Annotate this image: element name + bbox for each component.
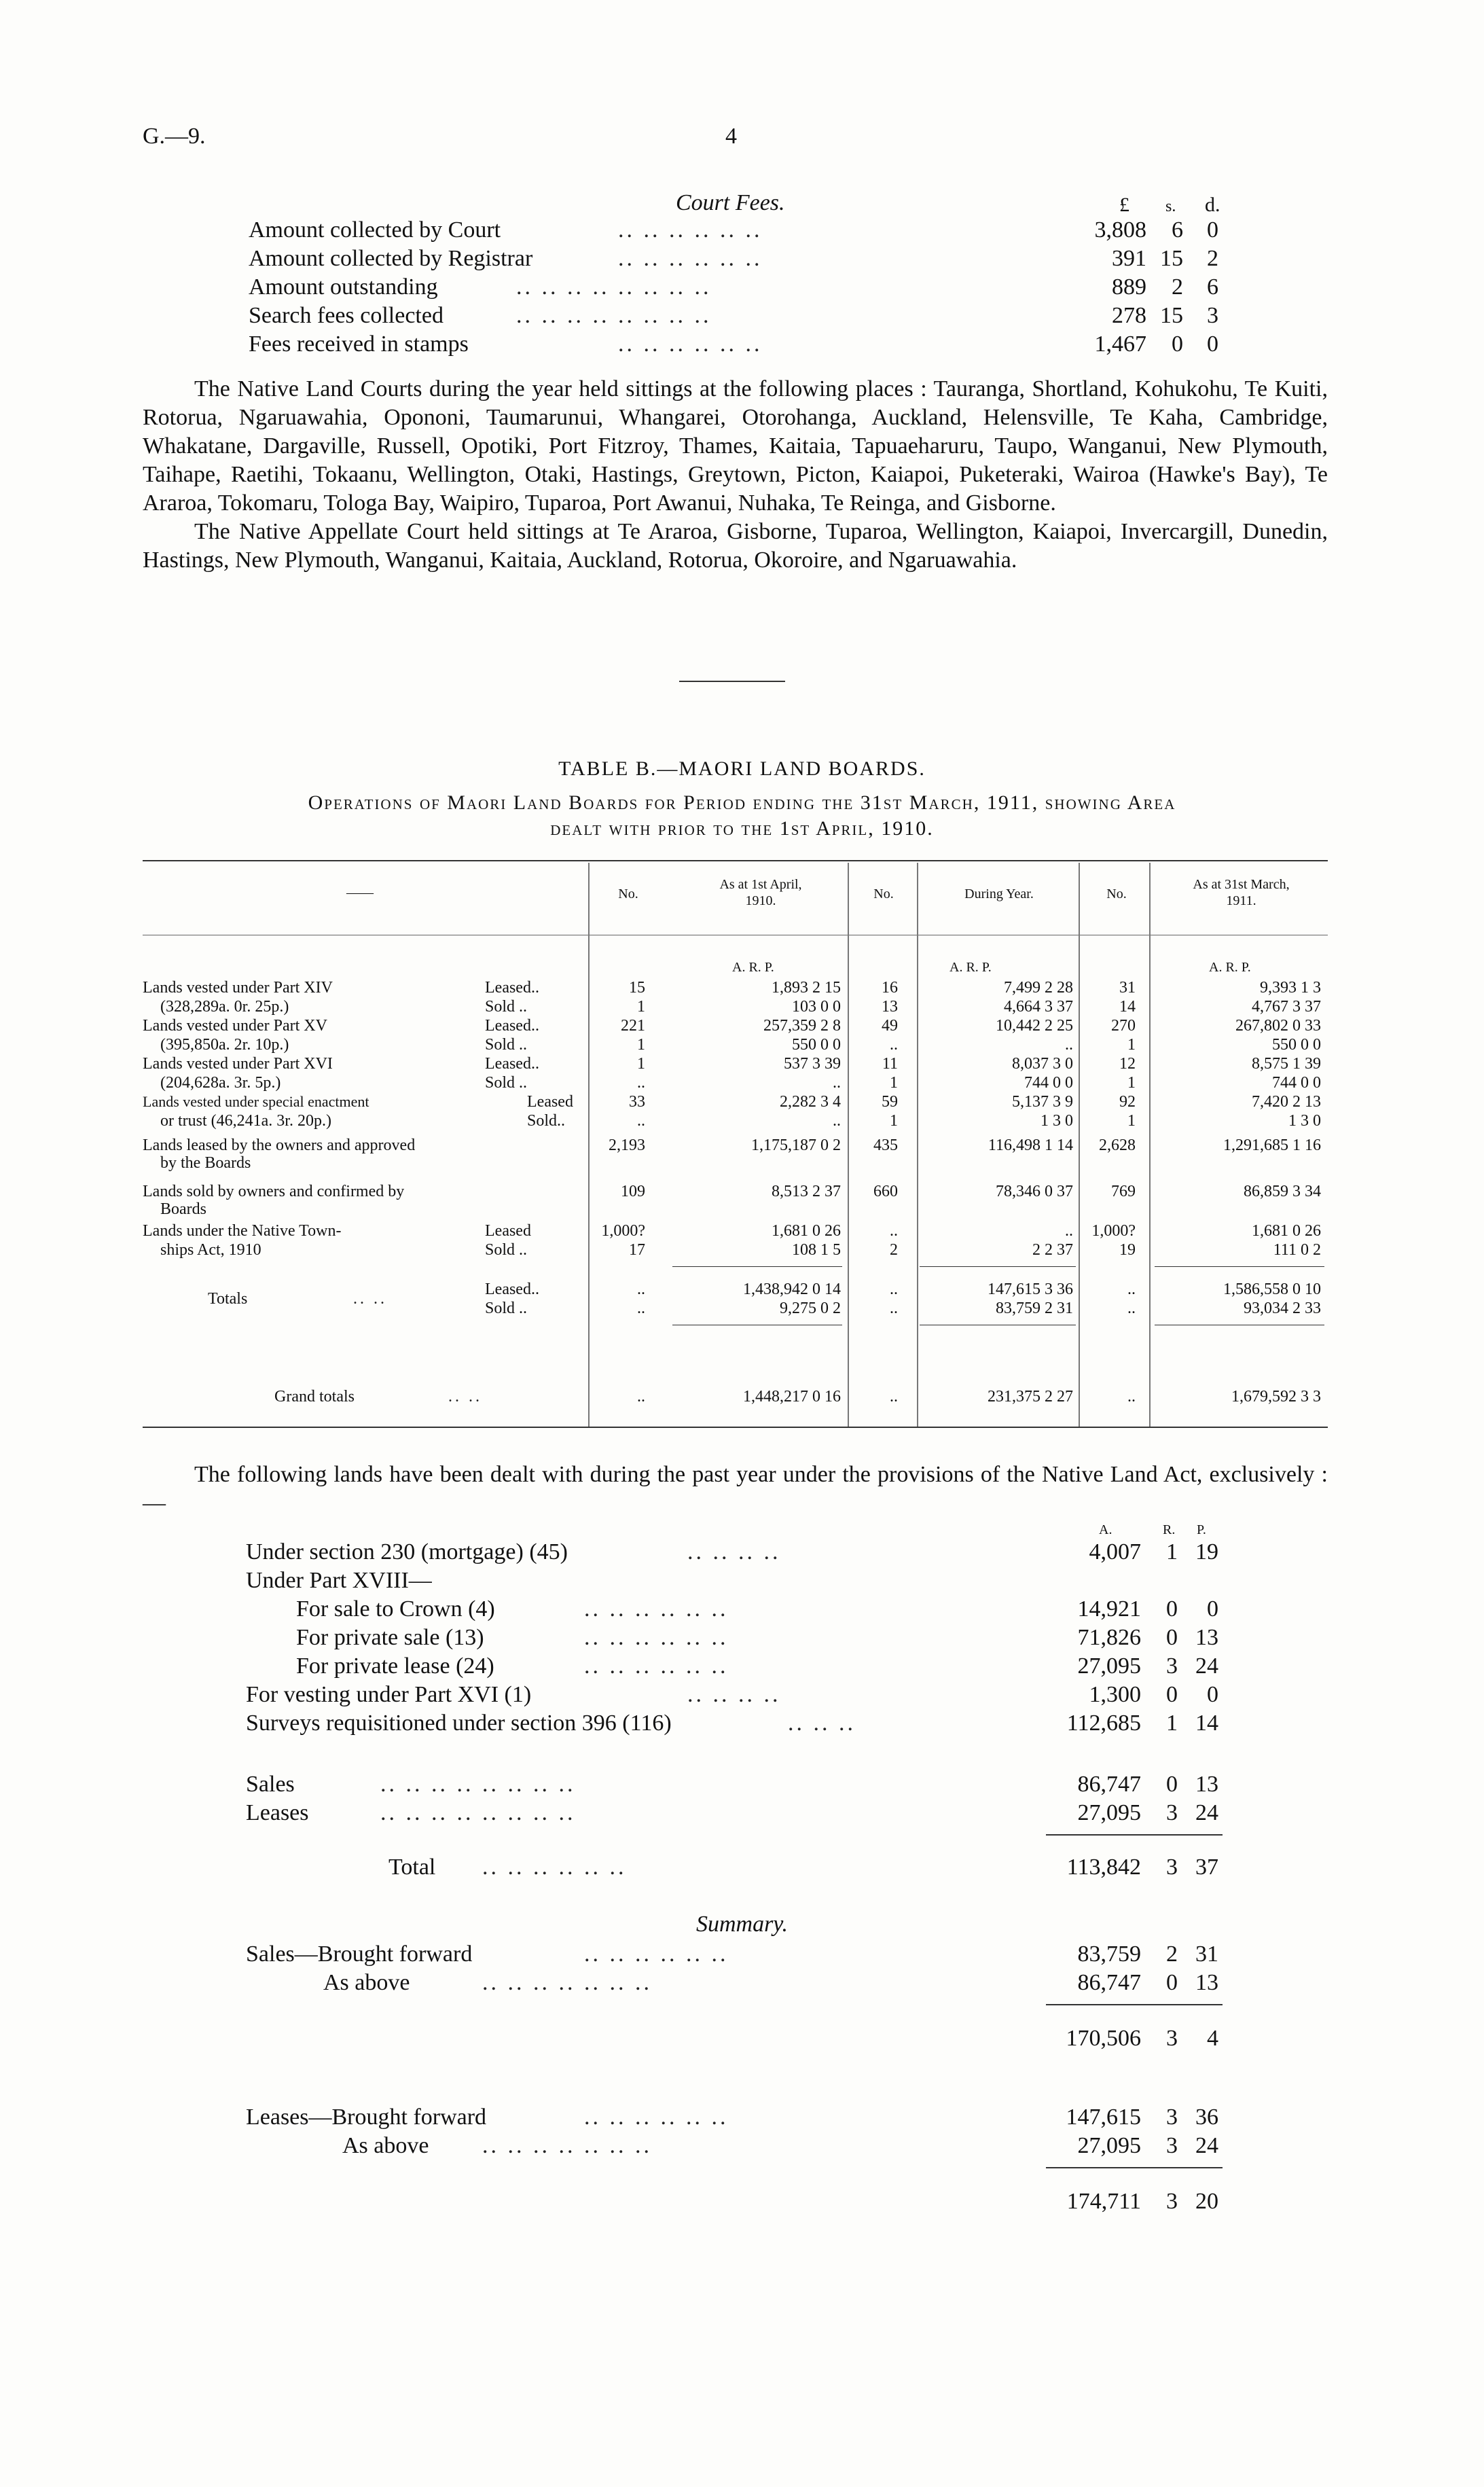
document-reference: G.—9. (143, 124, 206, 149)
table-row: 174,711 3 20 (1066, 2189, 1218, 2214)
header-blank: —— (346, 885, 374, 900)
table-b-subtitle: Operations of Maori Land Boards for Period ending the 31st March, 1911, showing Area (308, 791, 1176, 814)
table-b-subtitle-2: dealt with prior to the 1st April, 1910. (550, 817, 934, 840)
summary-title: Summary. (695, 1912, 789, 1937)
court-sittings-paragraph: The Native Land Courts during the year held sittings at the following places : Tauranga, Shortland, Kohukohu, Te Kuiti, Rotorua, Ngaruawahia, Opononi, Taumarunui, Whangarei, Otorohanga, Auckland, Helensville, Te Kaha, Cambridge, Whakatane, Dargaville, Russell, Opotiki, Port Fitzroy, Thames, Kaitaia, Tapuaeharuru, Taupo, Wanganui, New Plymouth, Taihape, Raetihi, Tokaanu, Wellington, Otaki, Hastings, Greytown, Picton, Kaiapoi, Puketeraki, Wairoa (Hawke's Bay), Te Araroa, Tokomaru, Tologa Bay, Waipiro, Tuparoa, Port Awanui, Nuhaka, Te Reinga, and Gisborne. The Native Appellate Court held sittings at Te Araroa, Gisborne, Tuparoa, Wellington, Kaiapoi, Invercargill, Dunedin, Hastings, New Plymouth, Wanganui, Kaitaia, Auckland, Rotorua, Okoroire, and Ngaruawahia. (143, 376, 1328, 573)
table-row: Amount collected by Court .. .. .. .. .. .. 3,808 6 0 (249, 217, 1218, 243)
table-row: 170,506 3 4 (1066, 2026, 1218, 2051)
sum-rule (1046, 2167, 1223, 2168)
table-row: Grand totals .. .. .. 1,448,217 0 16 .. 231,375 2 27 .. 1,679,592 3 3 (274, 1388, 1321, 1406)
arp-header-2: A. R. P. (949, 960, 992, 975)
header-no-1: No. (618, 887, 638, 901)
court-fees-title: Court Fees. (676, 190, 785, 215)
table-row: or trust (46,241a. 3r. 20p.) Sold.. .. .. 1 1 3 0 1 1 3 0 (160, 1112, 1321, 1130)
table-row: ships Act, 1910 Sold .. 17 108 1 5 2 2 2 37 19 111 0 2 (160, 1241, 1321, 1259)
table-top-rule (143, 860, 1328, 861)
native-land-act-paragraph: The following lands have been dealt with during the past year under the provisions of the Native Land Act, exclusively :— (143, 1462, 1328, 1516)
arp-header-1: A. R. P. (732, 960, 774, 975)
table-row: Totals .. .. (208, 1290, 387, 1308)
table-row: Boards (160, 1200, 206, 1218)
table-row: Lands under the Native Town- Leased 1,000? 1,681 0 26 .. .. 1,000? 1,681 0 26 (143, 1222, 1321, 1240)
table-row: For vesting under Part XVI (1) .. .. .. .. 1,300 0 0 (246, 1682, 1218, 1707)
header-apr-1910: As at 1st April, (719, 877, 802, 892)
table-row: Leases—Brought forward .. .. .. .. .. .. 147,615 3 36 (246, 2105, 1218, 2130)
table-b-title: TABLE B.—MAORI LAND BOARDS. (558, 757, 926, 780)
table-row: Lands vested under Part XVI Leased.. 1 537 3 39 11 8,037 3 0 12 8,575 1 39 (143, 1055, 1321, 1073)
table-row: (395,850a. 2r. 10p.) Sold .. 1 550 0 0 .. .. 1 550 0 0 (160, 1036, 1321, 1054)
header-no-3: No. (1106, 887, 1127, 901)
table-row: Leased.. .. 1,438,942 0 14 .. 147,615 3 36 .. 1,586,558 0 10 (485, 1281, 1321, 1298)
table-row: Total .. .. .. .. .. .. 113,842 3 37 (388, 1855, 1218, 1880)
table-row: Sold .. .. 9,275 0 2 .. 83,759 2 31 .. 93,034 2 33 (485, 1300, 1321, 1317)
table-row: (328,289a. 0r. 25p.) Sold .. 1 103 0 0 13 4,664 3 37 14 4,767 3 37 (160, 998, 1321, 1016)
table-row: Amount collected by Registrar .. .. .. .. .. .. 391 15 2 (249, 246, 1218, 271)
header-apr-1910-year: 1910. (745, 893, 776, 908)
table-row: Under Part XVIII— (246, 1568, 432, 1593)
sum-rule (1046, 1834, 1223, 1836)
header-during-year: During Year. (964, 887, 1034, 901)
col-shillings: s. (1165, 198, 1176, 215)
sum-rule (1155, 1266, 1324, 1267)
table-row: Lands sold by owners and confirmed by 109 8,513 2 37 660 78,346 0 37 769 86,859 3 34 (143, 1183, 1321, 1200)
table-row: Sales .. .. .. .. .. .. .. .. 86,747 0 13 (246, 1772, 1218, 1797)
table-row: Lands vested under Part XIV Leased.. 15 1,893 2 15 16 7,499 2 28 31 9,393 1 3 (143, 979, 1321, 997)
col-pounds: £ (1119, 194, 1129, 216)
header-mar-1911-year: 1911. (1226, 893, 1256, 908)
table-row: Lands leased by the owners and approved 2,193 1,175,187 0 2 435 116,498 1 14 2,628 1,291,685 1 16 (143, 1137, 1321, 1154)
table-row: As above .. .. .. .. .. .. .. 27,095 3 24 (342, 2133, 1218, 2158)
col-acres: A. (1099, 1522, 1112, 1537)
table-row: Under section 230 (mortgage) (45) .. .. .. .. 4,007 1 19 (246, 1539, 1218, 1564)
table-row: For private lease (24) .. .. .. .. .. .. 27,095 3 24 (296, 1653, 1218, 1679)
page-number: 4 (725, 124, 737, 149)
table-row: Amount outstanding .. .. .. .. .. .. .. .. 889 2 6 (249, 274, 1218, 300)
col-pence: d. (1205, 194, 1220, 216)
sum-rule (1046, 2004, 1223, 2005)
table-row: (204,628a. 3r. 5p.) Sold .. .. .. 1 744 0 0 1 744 0 0 (160, 1074, 1321, 1092)
table-row: For private sale (13) .. .. .. .. .. .. 71,826 0 13 (296, 1625, 1218, 1650)
col-roods: R. (1163, 1522, 1176, 1537)
table-row: Fees received in stamps .. .. .. .. .. .. 1,467 0 0 (249, 332, 1218, 357)
sum-rule (672, 1266, 842, 1267)
arp-header-3: A. R. P. (1209, 960, 1251, 975)
col-perches: P. (1197, 1522, 1206, 1537)
sum-rule (920, 1266, 1076, 1267)
table-row: Sales—Brought forward .. .. .. .. .. .. 83,759 2 31 (246, 1942, 1218, 1967)
table-row: by the Boards (160, 1154, 251, 1172)
header-mar-1911: As at 31st March, (1193, 877, 1290, 892)
table-row: For sale to Crown (4) .. .. .. .. .. .. 14,921 0 0 (296, 1596, 1218, 1622)
table-bottom-rule (143, 1427, 1328, 1428)
header-no-2: No. (873, 887, 894, 901)
table-row: Lands vested under Part XV Leased.. 221 257,359 2 8 49 10,442 2 25 270 267,802 0 33 (143, 1017, 1321, 1035)
table-row: Lands vested under special enactment Leased 33 2,282 3 4 59 5,137 3 9 92 7,420 2 13 (143, 1093, 1321, 1111)
table-row: Surveys requisitioned under section 396 (116) .. .. .. 112,685 1 14 (246, 1711, 1218, 1736)
table-row: As above .. .. .. .. .. .. .. 86,747 0 13 (323, 1970, 1218, 1995)
table-row: Search fees collected .. .. .. .. .. .. .. .. 278 15 3 (249, 303, 1218, 328)
table-row: Leases .. .. .. .. .. .. .. .. 27,095 3 24 (246, 1800, 1218, 1825)
section-divider (679, 681, 785, 682)
